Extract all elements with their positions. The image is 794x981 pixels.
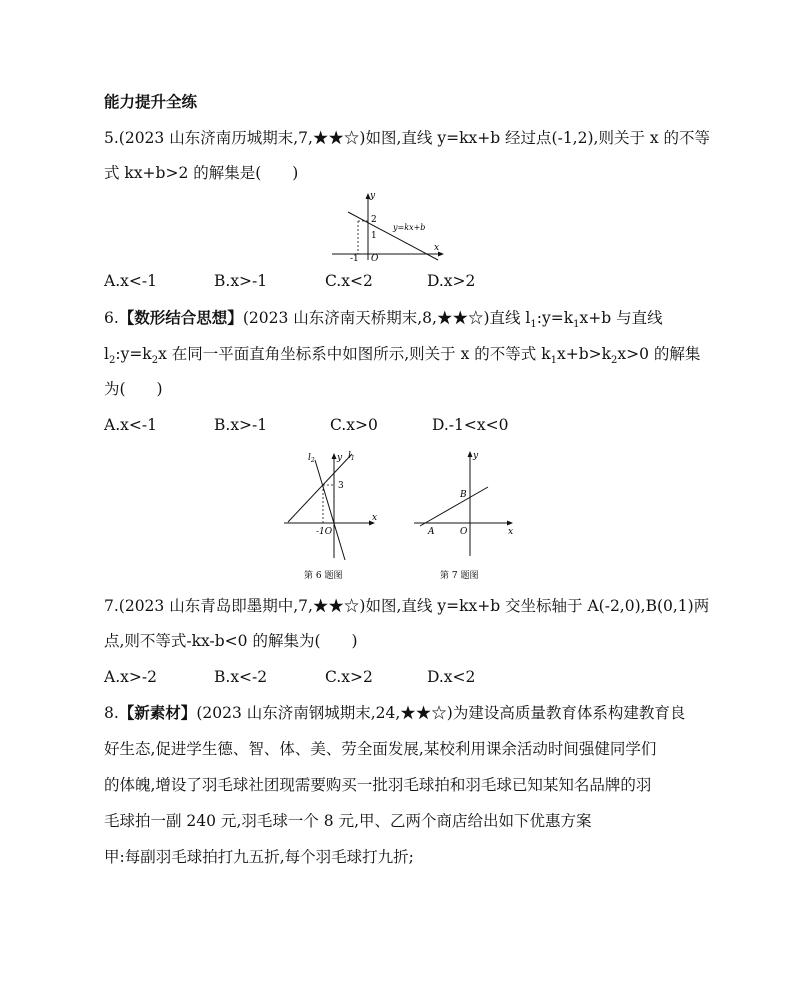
fig6-l2-label: $l_2$ — [308, 453, 315, 464]
q7-line2: 点,则不等式-kx-b<0 的解集为( ) — [104, 632, 358, 650]
q7-option-c: C.x>2 — [325, 668, 373, 686]
fig7-x-label: x — [508, 527, 514, 537]
q5-x-label: x — [434, 243, 440, 253]
fig6-l1-label: $l_1$ — [348, 451, 355, 462]
q8-line5: 甲:每副羽毛球拍打九五折,每个羽毛球打九折; — [104, 848, 414, 866]
q8-line2: 好生态,促进学生德、智、体、美、劳全面发展,某校利用课余活动时间强健同学们 — [104, 740, 657, 758]
fig7-caption: 第 7 题图 — [440, 571, 479, 581]
q5-origin: O — [371, 254, 379, 262]
section-title: 能力提升全练 — [104, 92, 198, 111]
q8-tag: 【新素材】 — [118, 703, 197, 722]
q5-figure — [330, 190, 450, 262]
q5-line2: 式 kx+b>2 的解集是( ) — [104, 164, 299, 182]
fig7-point-b: B — [460, 490, 467, 500]
q7-option-a: A.x>-2 — [104, 668, 157, 686]
fig7-origin: O — [460, 527, 468, 537]
q6-option-a: A.x<-1 — [104, 416, 157, 434]
q5-y-label: y — [370, 191, 376, 201]
fig6-y-arrow-icon — [332, 453, 337, 459]
q6-option-c: C.x>0 — [330, 416, 378, 434]
q5-tick-neg1: -1 — [350, 254, 359, 262]
q6-line1: 6.【数形结合思想】(2023 山东济南天桥期末,8,★★☆)直线 $l_1:y=k_1x+b$ 与直线 — [104, 308, 663, 331]
fig6 — [282, 448, 392, 583]
q5-line1: 5.(2023 山东济南历城期末,7,★★☆)如图,直线 y=kx+b 经过点(-1,2),则关于 x 的不等 — [104, 129, 711, 147]
q5-option-b: B.x>-1 — [214, 272, 268, 290]
q6-tag: 【数形结合思想】 — [118, 308, 243, 327]
fig7-x-arrow-icon — [507, 521, 513, 526]
fig6-origin: -1O — [316, 527, 333, 537]
q7-option-d: D.x<2 — [427, 668, 476, 686]
fig6-tick-3: 3 — [338, 481, 344, 491]
q7-option-b: B.x<-2 — [214, 668, 268, 686]
fig7-point-a: A — [428, 527, 435, 537]
fig6-y-label: y — [337, 453, 343, 463]
q5-option-d: D.x>2 — [427, 272, 476, 290]
fig7-line — [420, 487, 488, 526]
fig6-line-l2 — [315, 460, 345, 560]
q8-line3: 的体魄,增设了羽毛球社团现需要购买一批羽毛球拍和羽毛球已知某知名品牌的羽 — [104, 776, 652, 794]
q5-line-label: y=kx+b — [393, 223, 426, 232]
q5-option-a: A.x<-1 — [104, 272, 157, 290]
fig6-x-label: x — [372, 513, 378, 523]
q6-option-d: D.-1<x<0 — [432, 416, 509, 434]
q5-line — [348, 212, 438, 260]
q5-tick-1: 1 — [371, 231, 377, 241]
q8-line4: 毛球拍一副 240 元,羽毛球一个 8 元,甲、乙两个商店给出如下优惠方案 — [104, 812, 592, 830]
fig7-y-label: y — [473, 451, 479, 461]
fig7-y-arrow-icon — [468, 451, 473, 457]
q5-tick-2: 2 — [371, 215, 377, 225]
q6-option-b: B.x>-1 — [214, 416, 268, 434]
q5-option-c: C.x<2 — [325, 272, 373, 290]
fig6-caption: 第 6 题图 — [304, 571, 343, 581]
fig7 — [410, 448, 522, 583]
q8-line1: 8.【新素材】(2023 山东济南钢城期末,24,★★☆)为建设高质量教育体系构建教育良 — [104, 703, 686, 722]
q6-line3: 为( ) — [104, 380, 163, 398]
q6-line2: $l_2:y=k_2x$ 在同一平面直角坐标系中如图所示,则关于 x 的不等式 $k_1x+b>k_2x>0$ 的解集 — [104, 345, 701, 367]
q7-line1: 7.(2023 山东青岛即墨期中,7,★★☆)如图,直线 y=kx+b 交坐标轴于 A(-2,0),B(0,1)两 — [104, 597, 710, 615]
